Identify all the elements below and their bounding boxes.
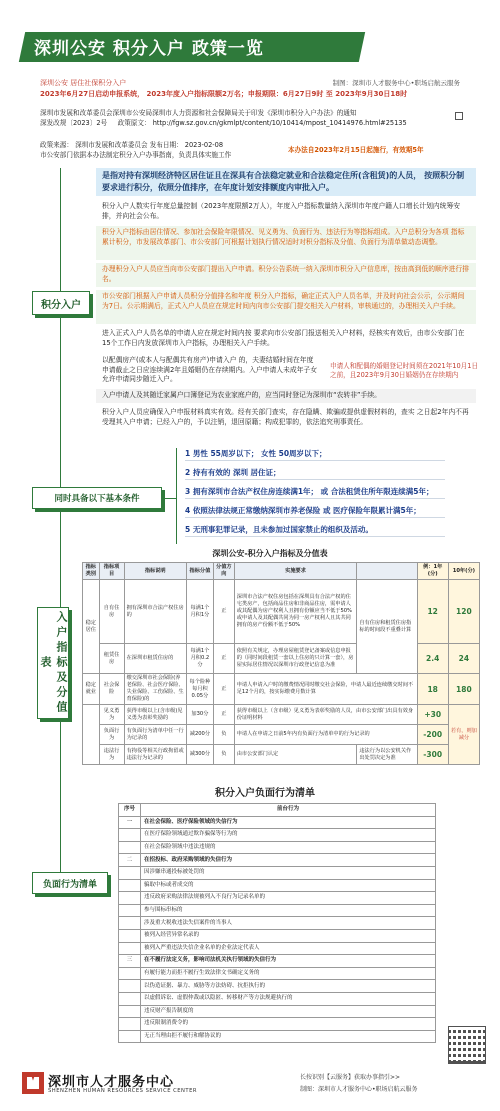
col-header: 序号	[119, 804, 141, 817]
table-section-row	[119, 816, 436, 829]
cell-score: 每满1个月积0.2分	[186, 644, 213, 674]
cell-note: 违法行为以公安机关作出处罚决定为准	[357, 745, 417, 765]
cell-requirement: 获得市级以上（含市级）见义勇为表彰奖励的人员，由市公安部门出具有效身份证明材料	[234, 705, 417, 725]
doc-effective-note: 本办法自2023年2月15日起施行，有效期5年	[288, 146, 424, 154]
label-score-table: 入户指标及分值表	[37, 607, 69, 719]
row-index	[119, 1005, 141, 1018]
doc-source-label: 政策原文：	[117, 119, 151, 127]
cell-item: 见义勇为	[99, 705, 124, 725]
table-row	[119, 980, 436, 993]
row-index	[119, 829, 141, 842]
col-header: 10年(分)	[448, 563, 479, 580]
table-row	[119, 1018, 436, 1031]
table-row	[119, 829, 436, 842]
cell-direction: 负	[213, 745, 234, 765]
table-row	[119, 879, 436, 892]
row-text: 被列入严重违法失信企业名单的企业法定代表人	[141, 942, 436, 955]
section-title: 在不履行法定义务，影响司法机关执行领域的失信行为	[141, 955, 436, 968]
cell-score: 减200分	[186, 725, 213, 745]
cell-desc: 在深圳市租赁住房的	[124, 644, 186, 674]
cell-category: 稳定就业	[83, 674, 100, 705]
row-text: 违反财产报告制度的	[141, 1005, 436, 1018]
row-text: 有履行能力而拒不履行生效法律文书确定义务的	[141, 967, 436, 980]
cell-10y: 180	[448, 674, 479, 705]
row-text: 无正当理由拒不履行和解协议的	[141, 1030, 436, 1043]
row-index	[119, 917, 141, 930]
condition-residence-permit: 2 持有有效的 深圳 居住证；	[185, 466, 445, 480]
row-index	[119, 992, 141, 1005]
table-row	[119, 967, 436, 980]
section-title: 在社会保险、医疗保险领域的失信行为	[141, 816, 436, 829]
cell-1y: +30	[417, 705, 448, 725]
connector-line	[162, 498, 176, 499]
cell-desc: 有负面行为清单中任一行为记录的	[124, 725, 186, 745]
row-text: 违反限制消费令的	[141, 1018, 436, 1031]
policy-materials: 进入正式入户人员名单的申请人应在规定时间内按 要求向市公安部门报送相关入户材料，经核实有效后，由市公安部门在15个工作日内发放深圳市入户指标，办理相关入户手续。	[96, 327, 476, 351]
condition-insurance: 4 依照法律法规正常缴纳深圳市养老保险 或 医疗保险年限累计满5年；	[185, 504, 445, 518]
page-title: 深圳公安 积分入户 政策一览	[34, 39, 264, 59]
condition-age: 1 男性 55周岁以下； 女性 50周岁以下；	[185, 447, 445, 461]
row-text: 骗取中标或者成交的	[141, 879, 436, 892]
row-index	[119, 866, 141, 879]
cell-item: 违法行为	[99, 745, 124, 765]
cell-1y: -200	[417, 725, 448, 745]
row-text: 被列入经营异常名录的	[141, 929, 436, 942]
cell-desc: 有拘役等相关行政拘留或违法行为记录的	[124, 745, 186, 765]
cell-requirement: 依照有关规定，办理房屋租赁登记备案或信息申报的（同时间段租赁一套以上住房的只计算一套），房屋实际居住情况以深圳市行政登记信息为准	[234, 644, 357, 674]
label-conditions: 同时具备以下基本条件	[32, 487, 162, 509]
doc-desc: 市公安部门依据本办法制定积分入户办事指南，负责具体实施工作	[40, 151, 232, 159]
section-title: 在招投标、政府采购领域的失信行为	[141, 854, 436, 867]
row-index	[119, 967, 141, 980]
policy-spouse-note: 申请人和配偶的婚姻登记时间须在2021年10月1日之前，且2023年9月30日婚姻仍在存续期内	[330, 362, 479, 379]
label-negative: 负面行为清单	[32, 872, 108, 894]
row-index	[119, 1018, 141, 1031]
footer-made-by: 制图：深圳市人才服务中心•职场启航云服务	[300, 1086, 418, 1093]
cell-category	[83, 705, 100, 765]
cell-score: 减300分	[186, 745, 213, 765]
row-index	[119, 929, 141, 942]
table-row	[83, 745, 480, 765]
row-text: 在社会保险领域中违法违规的	[141, 841, 436, 854]
row-text: 涉及重大税收违法失信案件的当事人	[141, 917, 436, 930]
condition-housing: 3 拥有深圳市合法产权住房连续满1年； 或 合法租赁住所年限连续满5年；	[185, 485, 445, 499]
org-name: 深圳市人才服务中心	[48, 1075, 175, 1090]
col-header: 指标说明	[124, 563, 186, 580]
cell-item: 自有住房	[99, 580, 124, 644]
cell-desc: 拥有深圳市合法产权住房的	[124, 580, 186, 644]
col-header: 实施要求	[234, 563, 357, 580]
cell-direction: 正	[213, 644, 234, 674]
doc-number: 深发改规〔2023〕2号	[40, 119, 108, 127]
cell-1y: 2.4	[417, 644, 448, 674]
bracket-line	[176, 448, 177, 544]
table-row	[83, 644, 480, 674]
cell-10y: 120	[448, 580, 479, 644]
doc-source-link[interactable]: http://fgw.sz.gov.cn/gkmlpt/content/10/10414/mpost_10414976.html#25135	[152, 119, 407, 127]
policy-ranking: 市公安部门根据入户申请人员积分分值排名和年度 积分入户指标，确定正式入户人员名单，并及时向社会公示，公示期间为7日。公示期满后，正式入户人员应在规定时间内向市公安部门提交相关入户材料，审核通过的，办理相关入户手续。	[96, 290, 476, 324]
table-row	[119, 1030, 436, 1043]
cell-10y: 若有，则加减分	[448, 705, 479, 765]
meta-deadline: 2023年6月27日启动申报系统， 2023年度入户指标限额2万名；申报期限：6月27日9时 至 2023年9月30日18时	[40, 90, 408, 98]
score-table	[82, 562, 480, 765]
cell-desc: 获得市级以上(含市级)见义勇为表彰奖励的	[124, 705, 186, 725]
cell-direction: 正	[213, 580, 234, 644]
row-index	[119, 841, 141, 854]
cell-item: 负面行为	[99, 725, 124, 745]
cell-desc: 缴交深圳市社会保险(养老保险、社会医疗保险、失业保险、工伤保险、生育保险)的	[124, 674, 186, 705]
connector-line	[60, 168, 61, 888]
cell-1y: 18	[417, 674, 448, 705]
policy-truthful: 积分入户人员应确保入户申报材料真实有效。经有关部门查实，存在隐瞒、欺骗或提供虚假材料的，查实 之日起2年内不再受理其入户申请；已经入户的，予以注销，退回原籍；构成犯罪的，依法追究刑事责任。	[96, 406, 476, 430]
policy-definition: 是指对持有深圳经济特区居住证且在深具有合法稳定就业和合法稳定住所(含租赁)的人员， 按照积分制要求进行积分，依照分值排序，在年度计划安排额度内审批入户。	[96, 168, 476, 196]
cell-requirement: 申请人在申请之日前5年内有负面行为清单中的行为记录的	[234, 725, 417, 745]
negative-title: 积分入户负面行为清单	[215, 788, 315, 799]
table-section-row	[119, 854, 436, 867]
row-index	[119, 1030, 141, 1043]
policy-quota: 积分入户人数实行年度总量控制（2023年度限额2万人），年度入户指标数量纳入深圳市年度户籍人口增长计划内统筹安排，并向社会公布。	[96, 200, 476, 224]
label-points-entry: 积分入户	[32, 291, 90, 315]
table-row	[83, 705, 480, 725]
cell-item: 社会保险	[99, 674, 124, 705]
cell-category: 稳定居住	[83, 580, 100, 674]
meta-subtitle: 深圳公安 居住社保积分入户	[40, 79, 127, 87]
col-header: 指标分值	[186, 563, 213, 580]
doc-source: 政策来源： 深圳市发展和改革委员会 发布日期： 2023-02-08	[40, 141, 224, 149]
cell-note: 自有住房和租赁住房指标的时间段不重叠计算	[357, 580, 417, 674]
doc-info	[40, 108, 407, 128]
section-number: 一	[119, 816, 141, 829]
row-text: 违反政府采购法律法规被列入不良行为记录名单的	[141, 892, 436, 905]
row-index	[119, 879, 141, 892]
table-row	[119, 866, 436, 879]
table-row	[119, 892, 436, 905]
table-row	[119, 904, 436, 917]
table-row	[83, 674, 480, 705]
cell-1y: 12	[417, 580, 448, 644]
table-row	[119, 841, 436, 854]
policy-application: 办理积分入户人员应当向市公安部门提出入户申请。积分公告系统一纳入深圳市积分入户信息库，按由高到低的顺序进行排名。	[96, 263, 476, 287]
score-table-title: 深圳公安-积分入户指标及分值表	[212, 549, 328, 558]
cell-score: 每个险种每月积0.05分	[186, 674, 213, 705]
section-number: 三	[119, 955, 141, 968]
table-row	[119, 992, 436, 1005]
table-row	[119, 917, 436, 930]
cell-score: 每满1个月积1分	[186, 580, 213, 644]
org-logo-icon	[22, 1072, 44, 1094]
cell-requirement: 深圳市合法产权住房包括在深圳具有合法产权的住宅类房产，包括商品住房和非商品住房，需申请人或其配偶为房产权利人且拥有份额应当不低于50%或申请人及其配偶共同为同一房产权利人且其共同拥有的房产份额不低于50%	[234, 580, 357, 644]
condition-no-crime: 5 无刑事犯罪记录，且未参加过国家禁止的组织及活动。	[185, 523, 445, 537]
cell-1y: -300	[417, 745, 448, 765]
row-index	[119, 892, 141, 905]
cell-direction: 正	[213, 705, 234, 725]
col-header: 指标类别	[83, 563, 100, 580]
external-link-icon[interactable]	[455, 112, 463, 120]
col-header	[357, 563, 417, 580]
cell-direction: 负	[213, 725, 234, 745]
cell-requirement: 由市公安部门认定	[234, 745, 357, 765]
row-text: 因涉嫌串通投标被处罚的	[141, 866, 436, 879]
section-number: 二	[119, 854, 141, 867]
row-index	[119, 980, 141, 993]
row-index	[119, 904, 141, 917]
table-row	[119, 942, 436, 955]
row-text: 以伪造证据、暴力、威胁等方法妨碍、抗拒执行的	[141, 980, 436, 993]
table-row	[83, 725, 480, 745]
qr-code-pattern	[451, 1029, 483, 1061]
table-row	[119, 929, 436, 942]
row-text: 参与围标串标的	[141, 904, 436, 917]
footer-note: 长按识别【云服务】获取办事指引>>	[300, 1074, 401, 1081]
policy-spouse: 以配偶房产(或本人与配偶共有房产)申请入户 的，夫妻结婚时间在年度申请截止之日应连续满2年且婚姻仍在存续期内。入户申请人未成年子女允许申请同步随迁入户。	[96, 354, 326, 386]
cell-requirement: 申请人申请入户时的缴费情况同时缴交社会保险，申请人最近连续缴交时间不足12个月的，按实际缴费月数计算	[234, 674, 417, 705]
col-header: 指标项目	[99, 563, 124, 580]
row-index	[119, 942, 141, 955]
col-header: 例：1年(分)	[417, 563, 448, 580]
page-header	[0, 0, 500, 120]
cell-item: 租赁住房	[99, 644, 124, 674]
table-row	[83, 580, 480, 644]
table-section-row	[119, 955, 436, 968]
doc-info-2	[40, 140, 231, 160]
policy-indicators: 积分入户指标由居住情况、参加社会保险年限情况、见义勇为、负面行为、违法行为等指标组成。入户总积分为各项 指标累计积分，市发展改革部门、市公安部门可根据计划执行情况适时对积分指标及分值、负面行为清单做动态调整。	[96, 226, 476, 260]
doc-title: 深圳市发展和改革委员会深圳市公安局深圳市人力资源和社会保障局关于印发《深圳市积分入户办法》的通知	[40, 109, 357, 117]
cell-score: 加30分	[186, 705, 213, 725]
negative-table	[118, 803, 436, 1043]
org-name-en: SHENZHEN HUMAN RESOURCES SERVICE CENTER	[48, 1088, 197, 1094]
cell-10y: 24	[448, 644, 479, 674]
table-row	[119, 1005, 436, 1018]
policy-household: 入户申请人及其随迁家属户口簿登记为农业家庭户的，应当同时登记为深圳市“农转非”手续。	[96, 389, 476, 403]
made-by-label: 制图：深圳市人才服务中心•职场启航云服务	[332, 79, 460, 87]
cell-direction: 正	[213, 674, 234, 705]
row-text: 以虚假诉讼、虚假仲裁或以隐匿、转移财产等方法规避执行的	[141, 992, 436, 1005]
col-header: 分值方向	[213, 563, 234, 580]
row-text: 在医疗保险领域通过欺诈骗保等行为的	[141, 829, 436, 842]
col-header: 前台行为	[141, 804, 436, 817]
